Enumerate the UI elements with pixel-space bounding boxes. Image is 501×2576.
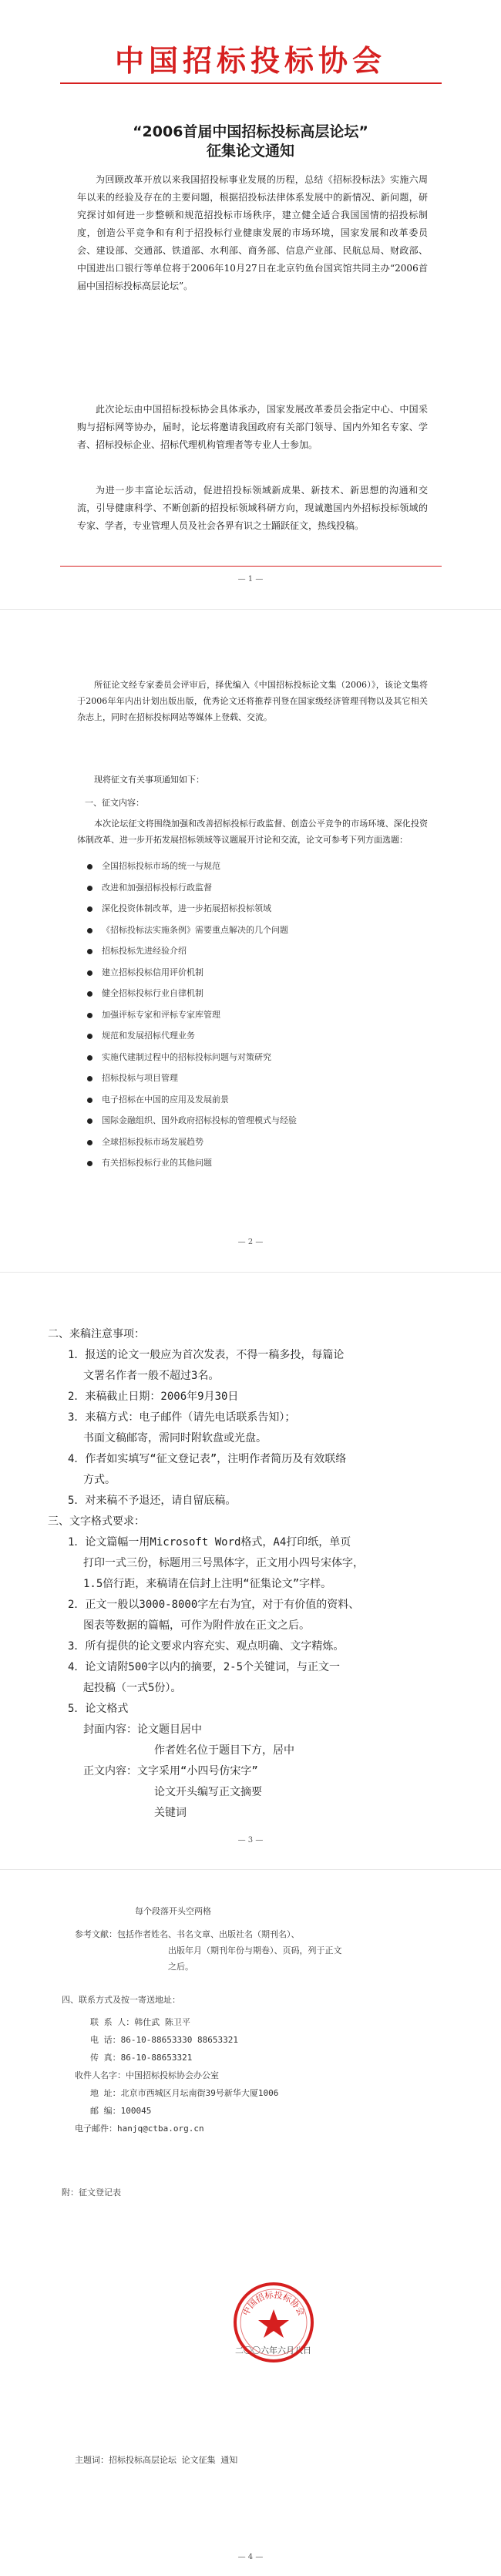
bullet-icon	[87, 1013, 92, 1018]
text-line: 4．作者如实填写“征文登记表”，注明作者简历及有效联络	[68, 1453, 347, 1465]
text-line: 方式。	[83, 1474, 116, 1486]
paragraph: 为进一步丰富论坛活动，促进招投标领域新成果、新技术、新思想的沟通和交流，引导健康科学、不断创新的招投标领域科研方向，现诚邀国内外招标投标领域的专家、学者，专业管理人员及社会各界有识之士踊跃征文，热线投稿。	[77, 485, 428, 531]
bullet-icon	[87, 886, 92, 891]
topic-item: 深化投资体制改革，进一步拓展招标投标领域	[102, 903, 271, 913]
text-line: 之后。	[168, 1962, 193, 1972]
topic-item: 有关招标投标行业的其他问题	[102, 1158, 212, 1168]
topic-item: 加强评标专家和评标专家库管理	[102, 1009, 220, 1020]
text-line: 联 系 人：韩仕武 陈卫平	[90, 2017, 190, 2027]
topic-item: 规范和发展招标代理业务	[102, 1031, 195, 1041]
text-line: 文署名作者一般不超过3名。	[83, 1370, 220, 1382]
page-number: — 3 —	[237, 1836, 264, 1845]
paragraph: 所征论文经专家委员会评审后，择优编入《中国招标投标论文集（2006）》，该论文集将于2006年年内出计划出版出版，优秀论文还将推荐刊登在国家级经济管理刊物以及其它相关杂志上，同时在招标投标网站等媒体上登载、交流。	[77, 680, 428, 722]
bullet-icon	[87, 1055, 92, 1061]
topic-item: 建立招标投标信用评价机制	[102, 967, 203, 977]
red-rule-top	[60, 82, 442, 84]
red-rule-bottom	[60, 566, 442, 567]
doc-title-line2: 征集论文通知	[206, 143, 294, 160]
topic-item: 实施代建制过程中的招标投标问题与对策研究	[102, 1051, 271, 1062]
topic-item: 国际金融组织、国外政府招标投标的管理模式与经验	[102, 1115, 297, 1125]
topic-item: 《招标投标法实施条例》需要重点解决的几个问题	[102, 924, 288, 935]
page-divider	[0, 1272, 501, 1273]
paragraph: 本次论坛征文将围绕加强和改善招标投标行政监督、创造公平竞争的市场环境、深化投资体制改革、进一步开拓发展招标领域等议题展开讨论和交流，论文可参考下列方面选题：	[77, 819, 428, 845]
page-number: — 2 —	[237, 1238, 264, 1246]
page-number: — 4 —	[237, 2553, 264, 2561]
bullet-icon	[87, 991, 92, 997]
text-line: 作者姓名位于题目下方，居中	[154, 1744, 294, 1757]
text-line: 出版年月（期刊年份与期卷）、页码，列于正文	[168, 1945, 342, 1956]
bullet-icon	[87, 1034, 92, 1039]
page-divider	[0, 1869, 501, 1870]
text-line: 电子邮件：hanjq@ctba.org.cn	[75, 2124, 204, 2134]
bullet-icon	[87, 864, 92, 869]
text-line: 二、来稿注意事项：	[48, 1328, 145, 1340]
page-divider	[0, 609, 501, 610]
text-line: 4．论文请附500字以内的摘要，2-5个关键词，与正文一	[68, 1661, 340, 1673]
topic-item: 全国招标投标市场的统一与规范	[102, 861, 220, 871]
text-line: 关键词	[154, 1807, 187, 1819]
text-line: 论文开头编写正文摘要	[154, 1786, 262, 1798]
paragraph: 现将征文有关事项通知如下：	[94, 775, 204, 785]
topic-item: 招标投标先进经验介绍	[102, 946, 187, 956]
text-line: 2．来稿截止日期：2006年9月30日	[68, 1391, 239, 1403]
text-line: 5．论文格式	[68, 1703, 129, 1715]
text-line: 1.5倍行距，来稿请在信封上注明“征集论文”字样。	[83, 1578, 332, 1590]
text-line: 3．所有提供的论文要求内容充实、观点明确、文字精炼。	[68, 1640, 345, 1653]
org-title: 中国招标投标协会	[114, 44, 386, 78]
paragraph: 为回顾改革开放以来我国招投标事业发展的历程，总结《招标投标法》实施六周年以来的经验及存在的主要问题，根据招投标法律体系发展中的新情况、新问题，研究探讨如何进一步整顿和规范招投标市场秩序，建立健全适合我国国情的招投标制度，创造公平竞争和有利于招投标行业健康发展的市场环境，国家发展和改革委员会、建设部、交通部、铁道部、水利部、商务部、信息产业部、民航总局、财政部、中国进出口银行等单位将于2006年10月27日在北京钓鱼台国宾馆共同主办“2006首届中国招标投标高层论坛”。	[77, 174, 428, 291]
bullet-icon	[87, 1161, 92, 1166]
topic-item: 全球招标投标市场发展趋势	[102, 1136, 203, 1147]
topic-item: 电子招标在中国的应用及发展前景	[102, 1094, 229, 1105]
text-line: 每个段落开头空两格	[135, 1906, 211, 1916]
text-line: 主题词：招标投标高层论坛 论文征集 通知	[75, 2455, 238, 2465]
text-line: 正文内容：文字采用“小四号仿宋字”	[83, 1765, 258, 1777]
topic-item: 招标投标与项目管理	[102, 1073, 178, 1083]
text-line: 收件人名字：中国招标投标协会办公室	[75, 2070, 219, 2080]
text-line: 1．论文篇幅一用Microsoft Word格式，A4打印纸，单页	[68, 1536, 351, 1549]
text-line: 邮 编：100045	[90, 2106, 152, 2116]
bullet-icon	[87, 970, 92, 976]
svg-text:中国招标投标协会: 中国招标投标协会	[240, 2289, 307, 2318]
bullet-icon	[87, 1098, 92, 1103]
bullet-icon	[87, 1118, 92, 1124]
text-line: 图表等数据的篇幅，可作为附件放在正文之后。	[83, 1619, 310, 1632]
page-number: — 1 —	[237, 575, 264, 583]
bullet-icon	[87, 928, 92, 933]
bullet-icon	[87, 906, 92, 912]
topic-item: 改进和加强招标投标行政监督	[102, 882, 212, 893]
text-line: 附：征文登记表	[62, 2188, 121, 2198]
topic-item: 健全招标投标行业自律机制	[102, 988, 203, 998]
text-line: 5．对来稿不予退还，请自留底稿。	[68, 1495, 237, 1507]
section-title: 一、征文内容：	[85, 798, 144, 808]
paragraph: 此次论坛由中国招标投标协会具体承办，国家发展改革委员会指定中心、中国采购与招标网等协办，届时，论坛将邀请我国政府有关部门领导、国内外知名专家、学者、招标投标企业、招标代理机构管理者等专业人士参加。	[77, 404, 428, 450]
text-line: 3．来稿方式：电子邮件（请先电话联系告知）；	[68, 1411, 296, 1424]
text-line: 二〇〇六年六月八日	[235, 2346, 311, 2356]
text-line: 打印一式三份，标题用三号黑体字，正文用小四号宋体字，	[83, 1557, 364, 1569]
text-line: 书面文稿邮寄，需同时附软盘或光盘。	[83, 1432, 267, 1444]
text-line: 起投稿（一式5份）。	[83, 1682, 182, 1694]
text-line: 电 话：86-10-88653330 88653321	[90, 2035, 238, 2045]
bullet-icon	[87, 1076, 92, 1081]
text-line: 1．报送的论文一般应为首次发表，不得一稿多投，每篇论	[68, 1349, 345, 1361]
bullet-icon	[87, 1140, 92, 1145]
text-line: 地 址：北京市西城区月坛南街39号新华大厦1006	[90, 2088, 279, 2098]
bullet-icon	[87, 949, 92, 954]
doc-title-line1: “2006首届中国招标投标高层论坛”	[133, 123, 368, 140]
text-line: 2．正文一般以3000-8000字左右为宜，对于有价值的资料、	[68, 1599, 360, 1611]
text-line: 四、联系方式及按一寄送地址：	[62, 1995, 180, 2005]
text-line: 封面内容：论文题目居中	[83, 1723, 202, 1736]
official-seal	[231, 2280, 316, 2365]
text-line: 传 真：86-10-88653321	[90, 2053, 193, 2063]
text-line: 三、文字格式要求：	[48, 1515, 145, 1528]
text-line: 参考文献：包括作者姓名、书名文章、出版社名（期刊名）、	[75, 1929, 300, 1939]
